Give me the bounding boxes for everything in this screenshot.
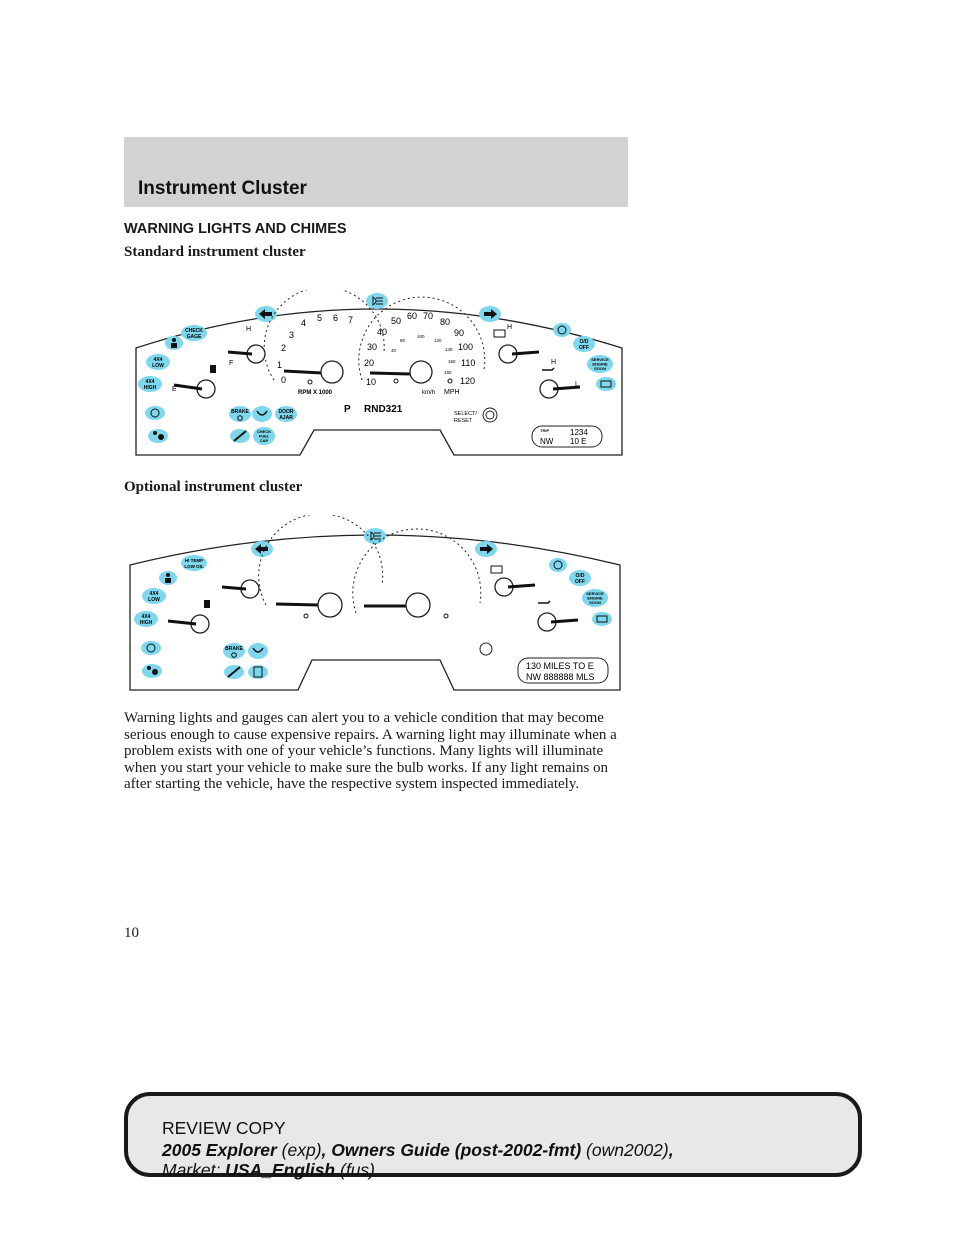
svg-text:100: 100 bbox=[458, 342, 474, 352]
od-off-light bbox=[573, 336, 595, 352]
airbag-icon bbox=[148, 429, 168, 443]
four-high-light bbox=[138, 376, 162, 392]
svg-text:SELECT/: SELECT/ bbox=[454, 411, 477, 417]
svg-text:HIGH: HIGH bbox=[139, 620, 153, 626]
footer-model-line: 2005 Explorer (exp), Owners Guide (post-2002-fmt) (own2002), bbox=[162, 1140, 674, 1160]
svg-text:NW 888888 MLS: NW 888888 MLS bbox=[526, 672, 595, 682]
airbag-icon bbox=[142, 664, 162, 678]
svg-text:30: 30 bbox=[367, 342, 378, 352]
gear-positions: RND321 bbox=[364, 404, 403, 415]
tire-pressure-icon bbox=[252, 406, 272, 422]
svg-text:SERVICE: SERVICE bbox=[586, 591, 604, 596]
svg-text:H: H bbox=[507, 324, 513, 331]
svg-text:40: 40 bbox=[391, 348, 397, 353]
svg-text:1: 1 bbox=[277, 360, 283, 370]
svg-text:CHECK: CHECK bbox=[256, 429, 272, 434]
svg-text:60: 60 bbox=[407, 311, 418, 321]
svg-text:HIGH: HIGH bbox=[143, 385, 157, 391]
svg-text:4X4: 4X4 bbox=[145, 379, 155, 385]
svg-text:2: 2 bbox=[281, 343, 287, 353]
svg-text:OFF: OFF bbox=[579, 345, 589, 351]
svg-text:TRIP: TRIP bbox=[540, 428, 550, 433]
svg-text:OFF: OFF bbox=[575, 579, 585, 585]
standard-cluster-figure bbox=[124, 290, 628, 465]
svg-text:H: H bbox=[246, 326, 252, 333]
service-engine-light bbox=[582, 589, 608, 607]
door-ajar-light bbox=[275, 406, 297, 422]
select-reset-button[interactable] bbox=[483, 408, 497, 422]
svg-text:RPM X 1000: RPM X 1000 bbox=[298, 390, 333, 396]
message-center-display bbox=[518, 658, 608, 683]
svg-text:MPH: MPH bbox=[444, 389, 460, 396]
speed-control-icon bbox=[549, 558, 567, 572]
service-engine-light bbox=[587, 355, 613, 373]
svg-text:ENGINE: ENGINE bbox=[592, 361, 608, 367]
svg-text:160: 160 bbox=[448, 359, 456, 364]
four-low-light bbox=[146, 354, 170, 370]
svg-text:1234: 1234 bbox=[570, 428, 588, 437]
svg-text:SOON: SOON bbox=[594, 366, 606, 371]
svg-text:120: 120 bbox=[460, 376, 476, 386]
svg-text:20: 20 bbox=[364, 358, 375, 368]
svg-text:km/h: km/h bbox=[422, 390, 436, 396]
svg-text:CHECK: CHECK bbox=[185, 328, 203, 334]
svg-text:90: 90 bbox=[454, 328, 465, 338]
door-ajar-icon bbox=[248, 665, 268, 679]
svg-text:GAGE: GAGE bbox=[186, 334, 202, 340]
left-turn-icon bbox=[255, 306, 277, 322]
four-low-light bbox=[142, 588, 166, 604]
svg-text:4X4: 4X4 bbox=[149, 591, 159, 597]
svg-text:140: 140 bbox=[445, 347, 453, 352]
page-number: 10 bbox=[124, 925, 139, 941]
section-heading: WARNING LIGHTS AND CHIMES bbox=[124, 221, 347, 237]
high-beam-icon bbox=[366, 293, 388, 309]
footer-review-line: REVIEW COPY bbox=[162, 1118, 286, 1138]
svg-text:0: 0 bbox=[281, 375, 287, 385]
page-title: Instrument Cluster bbox=[138, 178, 307, 199]
svg-text:ENGINE: ENGINE bbox=[587, 595, 603, 601]
svg-text:BRAKE: BRAKE bbox=[231, 409, 249, 415]
optional-cluster-caption: Optional instrument cluster bbox=[124, 479, 303, 495]
svg-text:LOW: LOW bbox=[148, 597, 160, 603]
abs-icon bbox=[145, 406, 165, 420]
brake-light bbox=[229, 406, 251, 422]
speed-control-icon bbox=[553, 323, 571, 337]
svg-text:10 E: 10 E bbox=[570, 437, 587, 446]
four-high-light bbox=[134, 611, 158, 627]
svg-text:70: 70 bbox=[423, 311, 434, 321]
svg-text:LOW: LOW bbox=[152, 363, 164, 369]
svg-text:80: 80 bbox=[400, 338, 406, 343]
svg-text:120: 120 bbox=[434, 338, 442, 343]
check-gage-light bbox=[181, 325, 207, 341]
svg-text:50: 50 bbox=[391, 316, 402, 326]
seatbelt-icon bbox=[165, 336, 183, 350]
charging-icon bbox=[596, 377, 616, 391]
svg-text:H: H bbox=[551, 359, 557, 366]
abs-icon bbox=[141, 641, 161, 655]
svg-text:F: F bbox=[229, 360, 234, 367]
right-turn-icon bbox=[475, 541, 497, 557]
svg-text:7: 7 bbox=[348, 315, 354, 325]
svg-text:AJAR: AJAR bbox=[279, 415, 293, 421]
body-paragraph: Warning lights and gauges can alert you to a vehicle condition that may become serious enough to cause expensive repairs. A warning light may illuminate when a problem exists with one of your vehicle’s functions. Many lights will illuminate when you start your vehicle to make sure the bulb works. If any light remains on after starting the vehicle, have the respective system inspected immediately. bbox=[124, 710, 617, 792]
charging-icon bbox=[592, 612, 612, 626]
svg-text:80: 80 bbox=[440, 317, 451, 327]
select-reset-button[interactable] bbox=[480, 643, 492, 655]
svg-text:110: 110 bbox=[461, 358, 476, 368]
svg-text:NW: NW bbox=[540, 437, 554, 446]
svg-text:3: 3 bbox=[289, 330, 295, 340]
hi-temp-low-oil-light bbox=[181, 555, 207, 571]
svg-text:RESET: RESET bbox=[454, 418, 473, 424]
svg-text:4X4: 4X4 bbox=[153, 357, 163, 363]
od-off-light bbox=[569, 570, 591, 586]
svg-text:FUEL: FUEL bbox=[258, 433, 270, 439]
optional-cluster-figure bbox=[124, 515, 628, 695]
svg-text:180: 180 bbox=[444, 370, 452, 375]
check-fuel-cap-light bbox=[253, 427, 275, 445]
svg-text:SERVICE: SERVICE bbox=[591, 357, 609, 362]
standard-cluster-caption: Standard instrument cluster bbox=[124, 244, 306, 260]
svg-text:130 MILES TO E: 130 MILES TO E bbox=[526, 661, 594, 671]
svg-text:10: 10 bbox=[366, 377, 377, 387]
svg-text:SOON: SOON bbox=[589, 600, 601, 605]
seatbelt-icon bbox=[159, 571, 177, 585]
svg-text:DOOR: DOOR bbox=[278, 409, 294, 415]
svg-text:5: 5 bbox=[317, 313, 323, 323]
svg-text:CAP: CAP bbox=[259, 438, 269, 443]
svg-text:6: 6 bbox=[333, 313, 339, 323]
svg-text:LOW OIL: LOW OIL bbox=[184, 564, 204, 569]
svg-text:4: 4 bbox=[301, 318, 307, 328]
svg-text:E: E bbox=[172, 386, 177, 393]
svg-text:O/D: O/D bbox=[575, 573, 585, 579]
wrench-icon bbox=[230, 429, 250, 443]
svg-text:HI TEMP: HI TEMP bbox=[184, 558, 204, 563]
svg-text:4X4: 4X4 bbox=[141, 614, 151, 620]
svg-text:O/D: O/D bbox=[579, 339, 589, 345]
high-beam-icon bbox=[364, 528, 386, 544]
svg-text:BRAKE: BRAKE bbox=[225, 646, 243, 652]
footer-market-line: Market: USA_English (fus) bbox=[162, 1160, 375, 1180]
gear-indicator: P bbox=[344, 404, 351, 415]
wrench-icon bbox=[224, 665, 244, 679]
right-turn-icon bbox=[479, 306, 501, 322]
tire-pressure-icon bbox=[248, 643, 268, 659]
svg-text:40: 40 bbox=[377, 327, 388, 337]
svg-text:100: 100 bbox=[417, 334, 425, 339]
svg-text:L: L bbox=[575, 381, 579, 388]
brake-light bbox=[223, 643, 245, 659]
message-center-display bbox=[532, 426, 602, 447]
